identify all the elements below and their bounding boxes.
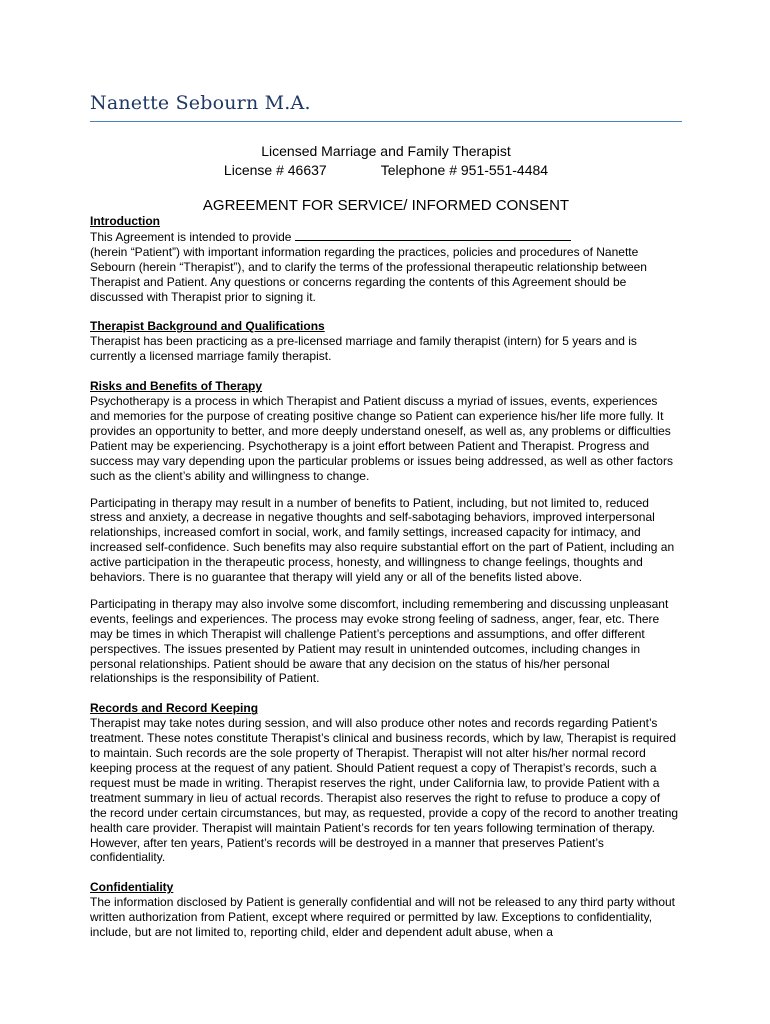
background-heading: Therapist Background and Qualifications xyxy=(90,319,325,334)
risks-paragraph-1: Psychotherapy is a process in which Therapist and Patient discuss a myriad of issues, events, experiences and memories for the purpose of creating positive change so Patient can experience his/her life more fully. It provides an opportunity to better, and more deeply understand oneself, as well as, any problems or difficulties Patient may be experiencing. Psychotherapy is a joint effort between Patient and Therapist. Progress and success may vary depending upon the particular problems or issues being addressed, as well as other factors such as the client’s ability and willingness to change. xyxy=(90,394,673,483)
therapist-name-header: Nanette Sebourn M.A. xyxy=(90,92,311,114)
confidentiality-text: The information disclosed by Patient is generally confidential and will not be released to any third party without written authorization from Patient, except where required or permitted by law. Exceptions to confidentiality, include, but are not limited to, reporting child, elder and dependent adult abuse, when a xyxy=(90,895,675,940)
document-body xyxy=(90,214,680,940)
records-heading: Records and Record Keeping xyxy=(90,701,259,716)
background-text: Therapist has been practicing as a pre-licensed marriage and family therapist (intern) for 5 years and is currently a licensed marriage family therapist. xyxy=(90,334,637,364)
risks-paragraph-3: Participating in therapy may also involve some discomfort, including remembering and discussing unpleasant events, feelings and experiences. The process may evoke strong feeling of sadness, anger, fear, etc. There may be times in which Therapist will challenge Patient’s perceptions and assumptions, and offer different perspectives. The issues presented by Patient may result in unintended outcomes, including changes in personal relationships. Patient should be aware that any decision on the status of his/her personal relationships is the responsibility of Patient. xyxy=(90,596,669,686)
professional-title: Licensed Marriage and Family Therapist xyxy=(261,143,511,159)
introduction-line1 xyxy=(90,229,680,245)
records-text: Therapist may take notes during session, and will also produce other notes and records regarding Patient’s treatment. These notes constitute Therapist’s clinical and business records, which by law, Therapist is required to maintain. Such records are the sole property of Therapist. Therapist will not alter his/her normal record keeping process at the request of any patient. Should Patient request a copy of Therapist’s records, such a request must be made in writing. Therapist reserves the right, under California law, to provide Patient with a treatment summary in lieu of actual records. Therapist also reserves the right to refuse to produce a copy of the record under certain circumstances, but may, as requested, provide a copy of the record to another treating health care provider. Therapist will maintain Patient’s records for ten years following termination of therapy. However, after ten years, Patient’s records will be destroyed in a manner that preserves Patient’s confidentiality. xyxy=(90,716,679,865)
introduction-heading: Introduction xyxy=(90,214,160,228)
risks-paragraph-2: Participating in therapy may result in a number of benefits to Patient, including, but not limited to, reduced stress and anxiety, a decrease in negative thoughts and self-sabotaging behaviors, improved interpersonal relationships, increased comfort in social, work, and family settings, increased capacity for intimacy, and increased self-confidence. Such benefits may also require substantial effort on the part of Patient, including an active participation in the therapeutic process, honesty, and willingness to change feelings, thoughts and behaviors. There is no guarantee that therapy will yield any or all of the benefits listed above. xyxy=(90,495,675,585)
header-divider xyxy=(90,121,682,122)
telephone-number: Telephone # 951-551-4484 xyxy=(380,162,549,178)
license-number: License # 46637 xyxy=(223,162,327,178)
license-telephone-line xyxy=(90,162,682,178)
introduction-line1-text: This Agreement is intended to provide xyxy=(90,229,292,244)
confidentiality-heading: Confidentiality xyxy=(90,880,174,895)
agreement-title: AGREEMENT FOR SERVICE/ INFORMED CONSENT xyxy=(202,197,570,214)
risks-heading: Risks and Benefits of Therapy xyxy=(90,379,263,394)
introduction-text: (herein “Patient”) with important information regarding the practices, policies and procedures of Nanette Sebourn (herein “Therapist”), and to clarify the terms of the professional therapeutic relationship between Therapist and Patient. Any questions or concerns regarding the contents of this Agreement should be discussed with Therapist prior to signing it. xyxy=(90,244,647,304)
patient-name-blank[interactable] xyxy=(295,229,571,241)
